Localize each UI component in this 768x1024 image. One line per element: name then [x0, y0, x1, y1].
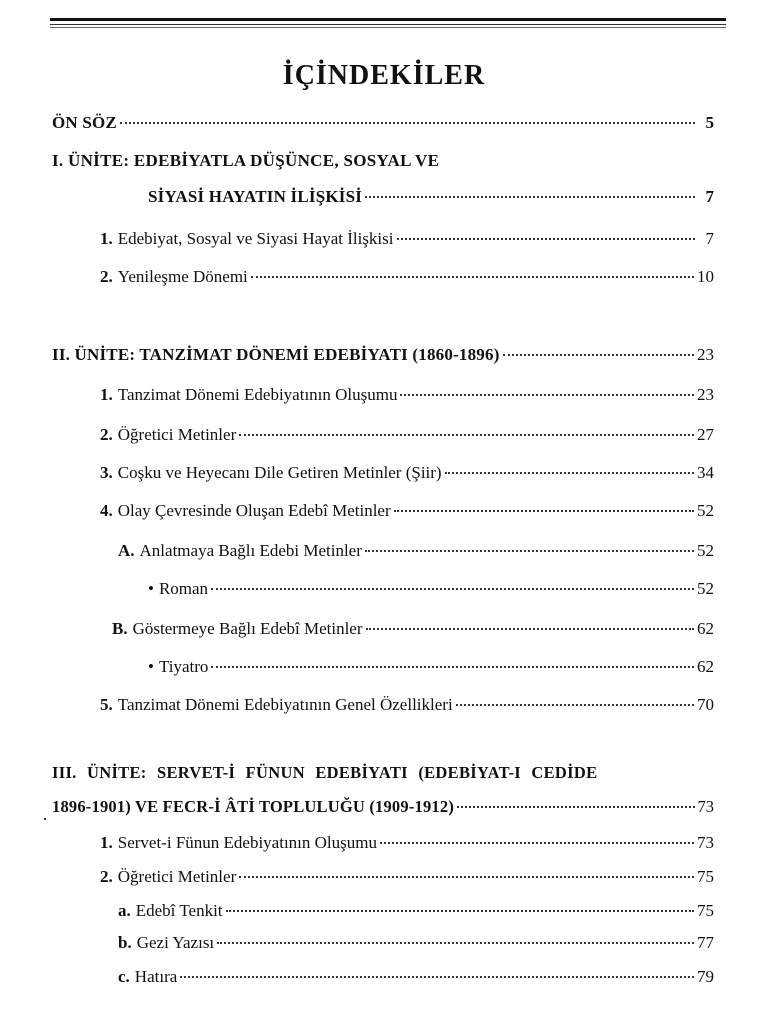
toc-entry-number: 1. — [100, 385, 113, 404]
toc-entry[interactable] — [148, 578, 714, 600]
leader-dots — [251, 276, 694, 278]
header-rule-thin — [50, 24, 726, 25]
toc-entry[interactable] — [118, 900, 714, 922]
toc-entry[interactable] — [100, 500, 714, 522]
toc-entry-label: Tanzimat Dönemi Edebiyatının Oluşumu — [117, 385, 398, 404]
toc-entry-page: 73 — [697, 833, 714, 852]
toc-entry-page: 5 — [705, 113, 714, 132]
leader-dots — [120, 122, 695, 124]
toc-entry[interactable] — [100, 866, 714, 888]
leader-dots — [503, 354, 694, 356]
toc-entry[interactable] — [100, 832, 714, 854]
toc-entry-label: Göstermeye Bağlı Edebî Metinler — [132, 619, 363, 638]
toc-entry-number: 3. — [100, 463, 113, 482]
toc-entry-preface[interactable] — [52, 112, 714, 134]
leader-dots — [211, 588, 694, 590]
toc-entry-number: 1. — [100, 229, 113, 248]
toc-entry-page: 10 — [697, 267, 714, 286]
toc-entry-page: 7 — [705, 229, 714, 248]
leader-dots — [226, 910, 694, 912]
toc-entry-label: Hatıra — [134, 967, 178, 986]
leader-dots — [456, 704, 694, 706]
toc-entry-label: Edebiyat, Sosyal ve Siyasi Hayat İlişkisi — [117, 229, 394, 248]
toc-entry-page: 62 — [697, 657, 714, 676]
toc-entry-number: B. — [112, 619, 128, 638]
toc-entry-page: 7 — [705, 187, 714, 206]
toc-entry-number: A. — [118, 541, 135, 560]
toc-entry-unit-3[interactable] — [52, 796, 714, 818]
toc-entry-label: Öğretici Metinler — [117, 867, 237, 886]
leader-dots — [180, 976, 694, 978]
toc-entry-number: 2. — [100, 267, 113, 286]
leader-dots — [217, 942, 694, 944]
toc-entry[interactable] — [100, 424, 714, 446]
unit-heading-line: I. ÜNİTE: EDEBİYATLA DÜŞÜNCE, SOSYAL VE — [52, 151, 440, 170]
toc-entry-number: 2. — [100, 425, 113, 444]
toc-entry[interactable] — [148, 656, 714, 678]
toc-entry[interactable] — [118, 540, 714, 562]
toc-entry-number: 4. — [100, 501, 113, 520]
page-title: İÇİNDEKİLER — [282, 60, 486, 91]
toc-entry-unit-2[interactable] — [52, 344, 714, 366]
toc-entry-page: 75 — [697, 901, 714, 920]
toc-entry-page: 62 — [697, 619, 714, 638]
toc-entry-page: 23 — [697, 385, 714, 404]
toc-entry-label: Edebî Tenkit — [135, 901, 223, 920]
leader-dots — [394, 510, 694, 512]
leader-dots — [457, 806, 694, 808]
toc-entry-page: 73 — [697, 797, 714, 816]
toc-entry[interactable] — [100, 384, 714, 406]
header-rule-thick — [50, 18, 726, 21]
toc-entry-page: 70 — [697, 695, 714, 714]
unit-heading-line: III. ÜNİTE: SERVET-İ FÜNUN EDEBİYATI (EDEBİYAT-I CEDİDE — [52, 763, 598, 782]
toc-entry-label: II. ÜNİTE: TANZİMAT DÖNEMİ EDEBİYATI (1860-1896) — [52, 345, 500, 364]
toc-entry[interactable] — [118, 932, 714, 954]
leader-dots — [366, 628, 694, 630]
toc-entry-page: 34 — [697, 463, 714, 482]
toc-entry-label: Olay Çevresinde Oluşan Edebî Metinler — [117, 501, 391, 520]
toc-entry-label: Gezi Yazısı — [136, 933, 215, 952]
toc-entry[interactable] — [118, 966, 714, 988]
toc-entry-label: Tanzimat Dönemi Edebiyatının Genel Özellikleri — [117, 695, 453, 714]
toc-entry-label: Roman — [158, 579, 209, 598]
toc-entry-label: ÖN SÖZ — [52, 113, 117, 132]
toc-entry-page: 52 — [697, 541, 714, 560]
leader-dots — [239, 876, 694, 878]
toc-entry-label: Yenileşme Dönemi — [117, 267, 248, 286]
leader-dots — [445, 472, 694, 474]
leader-dots — [397, 238, 696, 240]
leader-dots — [211, 666, 694, 668]
toc-entry-number: 2. — [100, 867, 113, 886]
toc-entry-number: c. — [118, 967, 130, 986]
scan-speck — [44, 818, 46, 820]
toc-entry-page: 75 — [697, 867, 714, 886]
toc-entry-page: 79 — [697, 967, 714, 986]
leader-dots — [365, 550, 694, 552]
leader-dots — [400, 394, 694, 396]
toc-entry-label: SİYASİ HAYATIN İLİŞKİSİ — [148, 187, 363, 206]
toc-entry-label: Öğretici Metinler — [117, 425, 237, 444]
toc-entry-unit-1[interactable] — [148, 186, 714, 208]
toc-entry-page: 77 — [697, 933, 714, 952]
leader-dots — [365, 196, 695, 198]
toc-entry-number: b. — [118, 933, 132, 952]
toc-entry[interactable] — [112, 618, 714, 640]
toc-entry-page: 23 — [697, 345, 714, 364]
toc-entry-label: Tiyatro — [158, 657, 209, 676]
bullet-icon: • — [148, 657, 154, 676]
toc-entry-page: 27 — [697, 425, 714, 444]
toc-entry[interactable] — [100, 266, 714, 288]
toc-entry-page: 52 — [697, 579, 714, 598]
toc-entry[interactable] — [100, 228, 714, 250]
toc-entry-number: 1. — [100, 833, 113, 852]
toc-entry-page: 52 — [697, 501, 714, 520]
toc-entry-label: Coşku ve Heyecanı Dile Getiren Metinler (Şiir) — [117, 463, 442, 482]
toc-entry-label: Anlatmaya Bağlı Edebi Metinler — [139, 541, 362, 560]
leader-dots — [380, 842, 694, 844]
bullet-icon: • — [148, 579, 154, 598]
toc-entry-number: 5. — [100, 695, 113, 714]
toc-entry-label: 1896-1901) VE FECR-İ ÂTİ TOPLULUĞU (1909-1912) — [52, 797, 455, 816]
toc-entry[interactable] — [100, 462, 714, 484]
leader-dots — [239, 434, 694, 436]
header-rule-hairline — [50, 27, 726, 28]
toc-entry[interactable] — [100, 694, 714, 716]
toc-entry-label: Servet-i Fünun Edebiyatının Oluşumu — [117, 833, 377, 852]
toc-entry-number: a. — [118, 901, 131, 920]
